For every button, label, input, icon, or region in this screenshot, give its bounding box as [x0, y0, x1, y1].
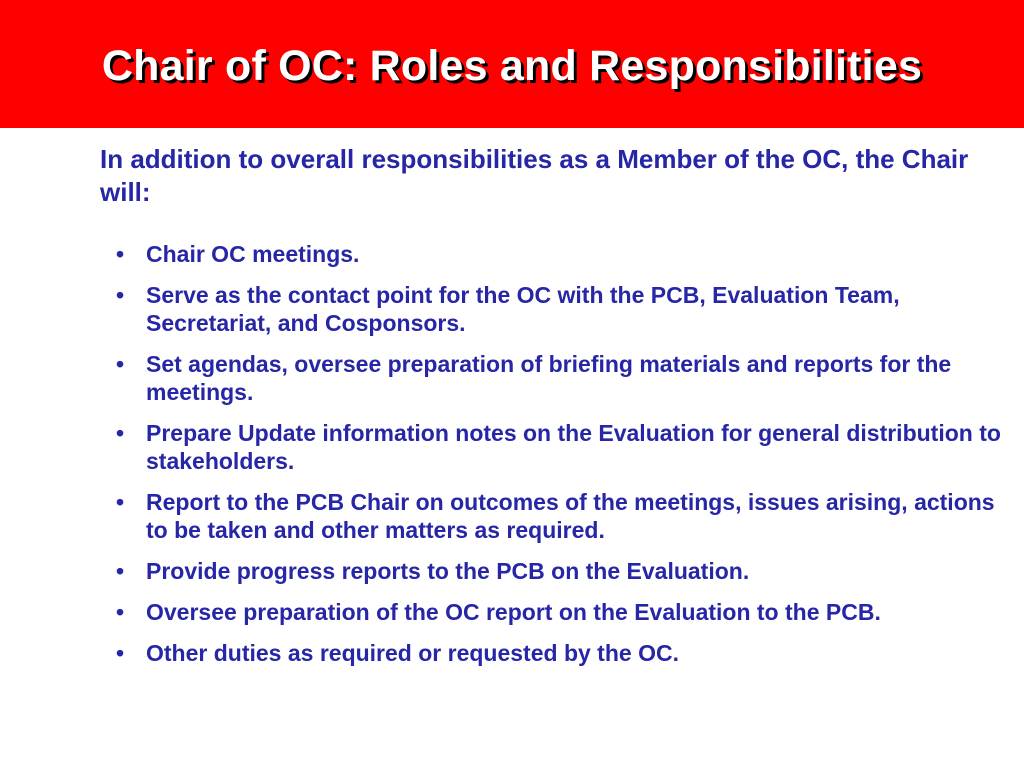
- slide-title: Chair of OC: Roles and Responsibilities: [101, 42, 923, 90]
- list-item: [115, 598, 1006, 626]
- bullet-icon: •: [115, 489, 125, 515]
- list-item-text: Report to the PCB Chair on outcomes of the meetings, issues arising, actions to be taken and other matters as required.: [146, 489, 995, 543]
- list-item-text: Provide progress reports to the PCB on the Evaluation.: [146, 558, 750, 584]
- responsibilities-list: [115, 240, 1006, 680]
- list-item: [115, 281, 1006, 337]
- title-bar: [0, 0, 1024, 128]
- bullet-icon: •: [115, 558, 125, 584]
- list-item: [115, 557, 1006, 585]
- list-item-text: Serve as the contact point for the OC with the PCB, Evaluation Team, Secretariat, and Cosponsors.: [146, 282, 900, 336]
- intro-text: In addition to overall responsibilities as a Member of the OC, the Chair will:: [100, 144, 969, 207]
- list-item-text: Chair OC meetings.: [146, 241, 360, 267]
- list-item-text: Other duties as required or requested by the OC.: [146, 640, 679, 666]
- list-item-text: Set agendas, oversee preparation of briefing materials and reports for the meetings.: [146, 351, 952, 405]
- bullet-icon: •: [115, 420, 125, 446]
- bullet-icon: •: [115, 282, 125, 308]
- list-item-text: Oversee preparation of the OC report on the Evaluation to the PCB.: [146, 599, 881, 625]
- list-item: [115, 639, 1006, 667]
- bullet-icon: •: [115, 599, 125, 625]
- list-item-text: Prepare Update information notes on the Evaluation for general distribution to stakeholders.: [146, 420, 1001, 474]
- list-item: [115, 488, 1006, 544]
- list-item: [115, 350, 1006, 406]
- list-item: [115, 240, 1006, 268]
- list-item: [115, 419, 1006, 475]
- bullet-icon: •: [115, 351, 125, 377]
- bullet-icon: •: [115, 640, 125, 666]
- bullet-icon: •: [115, 241, 125, 267]
